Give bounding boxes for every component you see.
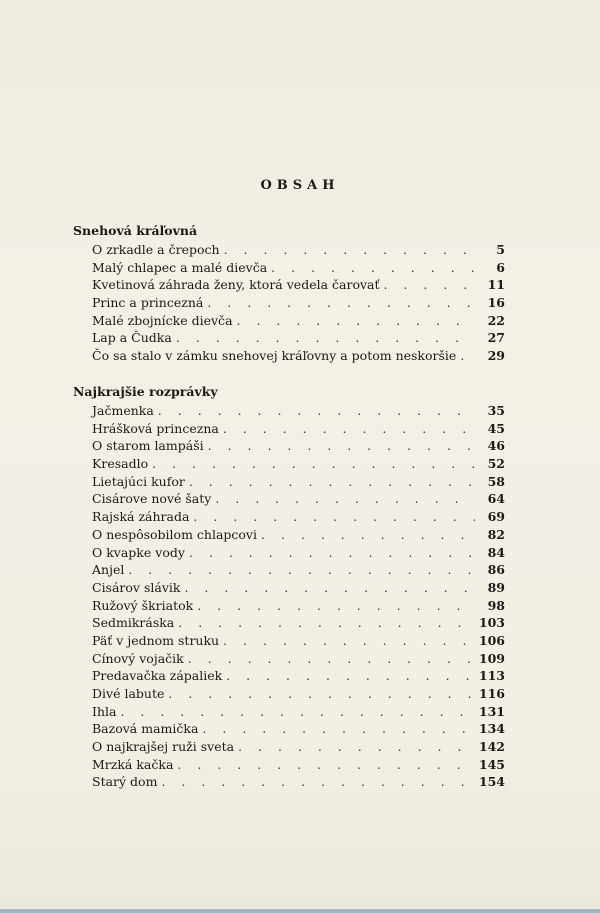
dot-leader xyxy=(188,650,475,668)
dot-leader xyxy=(460,347,475,365)
entry-page-number: 106 xyxy=(478,632,505,648)
toc-entry xyxy=(92,508,505,526)
dot-leader xyxy=(193,508,475,526)
entry-title: Malý chlapec a malé dievča xyxy=(92,259,268,275)
entry-title: Mrzká kačka xyxy=(92,756,174,772)
toc-entry xyxy=(92,294,505,312)
entry-page-number: 154 xyxy=(478,774,505,790)
toc-entry xyxy=(92,455,505,473)
dot-leader xyxy=(224,241,475,259)
entry-page-number: 58 xyxy=(487,473,505,489)
page-edge xyxy=(0,909,600,913)
entry-title: Sedmikráska xyxy=(92,615,175,631)
toc-entry xyxy=(92,420,505,438)
dot-leader xyxy=(176,329,475,347)
entry-title: Rajská záhrada xyxy=(92,509,190,525)
entry-page-number: 22 xyxy=(487,312,505,328)
dot-leader xyxy=(223,420,475,438)
entry-page-number: 6 xyxy=(496,259,505,275)
toc-entry xyxy=(92,544,505,562)
entry-title: Ihla xyxy=(92,703,117,719)
dot-leader xyxy=(261,526,475,544)
dot-leader xyxy=(207,294,475,312)
section-najkrajsie-rozpravky xyxy=(73,382,505,791)
dot-leader xyxy=(158,402,475,420)
entry-page-number: 98 xyxy=(487,597,505,613)
dot-leader xyxy=(237,312,475,330)
toc-entry xyxy=(92,312,505,330)
entry-page-number: 5 xyxy=(496,242,505,257)
toc-entry xyxy=(92,756,505,774)
entry-title: O kvapke vody xyxy=(92,544,185,560)
dot-leader xyxy=(223,632,475,650)
contents-title: OBSAH xyxy=(260,178,340,193)
section-title: Najkrajšie rozprávky xyxy=(73,384,218,399)
entry-title: Divé labute xyxy=(92,686,165,701)
entry-page-number: 134 xyxy=(478,721,505,737)
toc-entry xyxy=(92,632,505,650)
entry-page-number: 45 xyxy=(487,420,505,436)
entry-title: Predavačka zápaliek xyxy=(92,668,223,684)
toc-entry xyxy=(92,402,505,420)
entry-title: Čo sa stalo v zámku snehovej kráľovny a potom neskoršie xyxy=(92,348,457,364)
entry-page-number: 52 xyxy=(487,456,505,472)
dot-leader xyxy=(202,720,475,738)
entry-title: Jačmenka xyxy=(92,403,154,418)
entry-page-number: 11 xyxy=(487,277,505,293)
entry-page-number: 29 xyxy=(487,348,505,364)
entry-page-number: 113 xyxy=(478,668,505,684)
toc-entry xyxy=(92,650,505,668)
entry-page-number: 145 xyxy=(478,756,505,772)
entry-title: O starom lampáši xyxy=(92,438,204,454)
entry-title: Cisárove nové šaty xyxy=(92,491,212,507)
entry-page-number: 103 xyxy=(478,615,505,631)
entry-title: Bazová mamička xyxy=(92,721,199,737)
dot-leader xyxy=(384,276,475,294)
toc-entry xyxy=(92,276,505,294)
entry-title: Päť v jednom struku xyxy=(92,632,220,648)
toc-entry xyxy=(92,473,505,491)
dot-leader xyxy=(152,455,475,473)
section-snehova-kralovna xyxy=(73,221,505,365)
entry-page-number: 82 xyxy=(487,526,505,542)
entry-title: Lietajúci kufor xyxy=(92,473,185,489)
toc-entry xyxy=(92,561,505,579)
toc-entry xyxy=(92,329,505,347)
toc-entry xyxy=(92,738,505,756)
dot-leader xyxy=(128,561,475,579)
entry-page-number: 27 xyxy=(487,330,505,346)
entry-page-number: 89 xyxy=(487,579,505,595)
dot-leader xyxy=(184,579,475,597)
entry-page-number: 116 xyxy=(478,686,505,701)
dot-leader xyxy=(177,756,475,774)
dot-leader xyxy=(168,685,475,703)
toc-entry xyxy=(92,241,505,259)
toc-entry xyxy=(92,720,505,738)
toc-entry xyxy=(92,703,505,721)
entry-title: Kvetinová záhrada ženy, ktorá vedela čarovať xyxy=(92,277,380,293)
entry-title: O nespôsobilom chlapcovi xyxy=(92,526,257,542)
entry-page-number: 64 xyxy=(487,491,505,507)
dot-leader xyxy=(215,490,475,508)
entry-title: Hrášková princezna xyxy=(92,420,219,436)
entry-page-number: 46 xyxy=(487,438,505,454)
entry-page-number: 131 xyxy=(478,703,505,719)
entry-title: Lap a Čudka xyxy=(92,330,172,346)
dot-leader xyxy=(238,738,475,756)
entry-title: O zrkadle a črepoch xyxy=(92,242,220,257)
entry-title: Kresadlo xyxy=(92,456,149,472)
toc-entry xyxy=(92,685,505,703)
entry-title: Malé zbojnícke dievča xyxy=(92,312,233,328)
toc-entry xyxy=(92,490,505,508)
dot-leader xyxy=(178,614,475,632)
dot-leader xyxy=(120,703,475,721)
dot-leader xyxy=(271,259,475,277)
toc-entry xyxy=(92,773,505,791)
toc-entry xyxy=(92,597,505,615)
entry-page-number: 109 xyxy=(478,650,505,666)
entry-title: Cisárov slávik xyxy=(92,579,181,595)
entry-page-number: 69 xyxy=(487,509,505,525)
entry-title: Anjel xyxy=(92,562,125,578)
entry-page-number: 16 xyxy=(487,295,505,311)
dot-leader xyxy=(161,773,475,791)
entry-title: Ružový škriatok xyxy=(92,597,194,613)
entry-page-number: 142 xyxy=(478,739,505,755)
toc-entry xyxy=(92,579,505,597)
dot-leader xyxy=(208,437,475,455)
entry-title: Princ a princezná xyxy=(92,295,204,311)
toc-entry xyxy=(92,667,505,685)
dot-leader xyxy=(197,597,475,615)
entry-page-number: 86 xyxy=(487,562,505,578)
toc-entry xyxy=(92,437,505,455)
dot-leader xyxy=(189,473,475,491)
entry-title: O najkrajšej ruži sveta xyxy=(92,739,235,755)
toc-entry xyxy=(92,259,505,277)
toc-entry xyxy=(92,526,505,544)
entry-title: Cínový vojačik xyxy=(92,650,184,666)
dot-leader xyxy=(226,667,475,685)
entry-page-number: 35 xyxy=(487,403,505,418)
toc-entry xyxy=(92,614,505,632)
entry-title: Starý dom xyxy=(92,774,158,790)
entry-page-number: 84 xyxy=(487,544,505,560)
section-title: Snehová kráľovná xyxy=(73,223,198,238)
toc-entry xyxy=(92,347,505,365)
dot-leader xyxy=(189,544,475,562)
